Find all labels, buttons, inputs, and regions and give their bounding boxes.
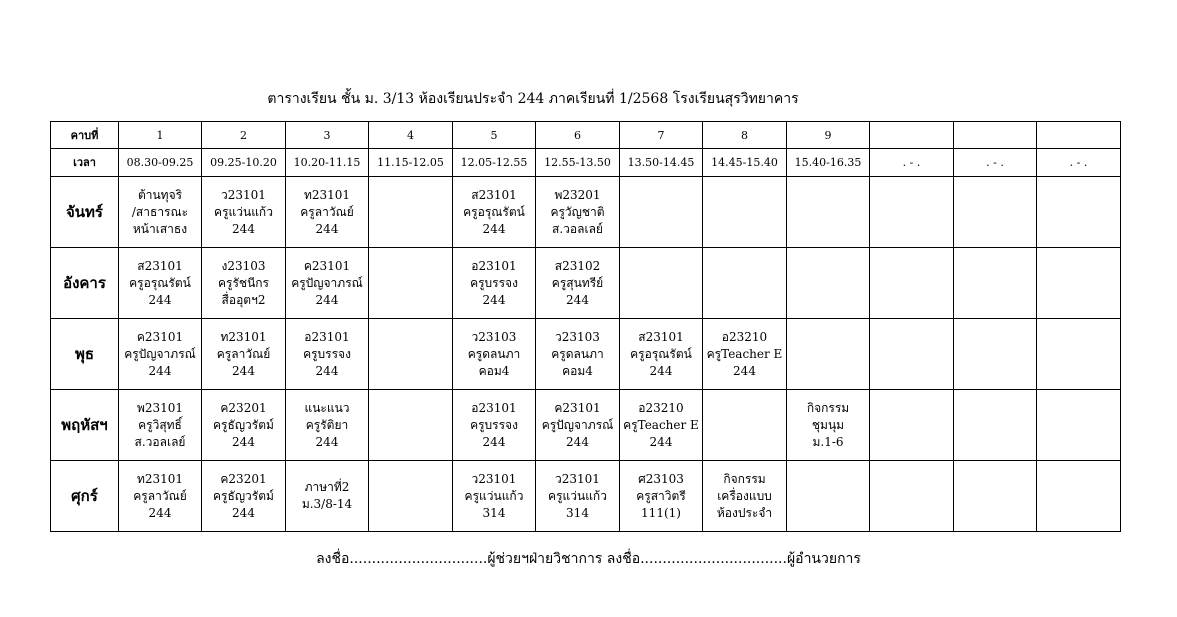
class-cell-line: ครูธัญวรัตม์ xyxy=(213,417,274,432)
class-cell xyxy=(787,390,870,461)
day-name: พฤหัสฯ xyxy=(51,390,119,461)
class-cell-line: ครูปัญจาภรณ์ xyxy=(291,275,363,290)
class-cell xyxy=(1037,390,1121,461)
period-header-row xyxy=(51,122,1121,149)
time-slot: 08.30-09.25 xyxy=(119,149,202,177)
class-cell-line: ครูปัญจาภรณ์ xyxy=(541,417,614,432)
time-slot: 09.25-10.20 xyxy=(202,149,286,177)
class-cell-line: 314 xyxy=(566,505,589,520)
class-cell xyxy=(703,461,787,532)
class-cell xyxy=(703,248,787,319)
class-cell-line: ว23101 xyxy=(471,471,517,486)
class-cell xyxy=(954,319,1037,390)
class-cell-line: ส.วอลเลย์ xyxy=(552,221,603,236)
class-cell-line: 244 xyxy=(315,221,339,236)
class-cell xyxy=(787,177,870,248)
day-row xyxy=(51,177,1121,248)
class-cell-line: ส23102 xyxy=(554,258,601,273)
class-cell xyxy=(453,177,536,248)
class-cell xyxy=(119,390,202,461)
class-cell-line: ส.วอลเลย์ xyxy=(134,434,186,449)
class-cell-line: 244 xyxy=(315,292,339,307)
class-cell xyxy=(119,319,202,390)
class-cell-line: 244 xyxy=(232,434,255,449)
class-cell xyxy=(870,461,954,532)
class-cell-line: ต้านทุจริ xyxy=(137,187,183,202)
class-cell-line: อ23210 xyxy=(638,400,684,415)
class-cell-line: ครูดลนภา xyxy=(467,346,521,361)
day-row xyxy=(51,390,1121,461)
class-cell xyxy=(119,177,202,248)
class-cell-line: ครูอรุณรัตน์ xyxy=(129,275,191,290)
time-row xyxy=(51,149,1121,177)
class-cell xyxy=(870,390,954,461)
class-cell-line: กิจกรรม xyxy=(723,471,766,486)
class-cell-line: ครูอรุณรัตน์ xyxy=(463,204,525,219)
class-cell xyxy=(536,248,620,319)
class-cell-line: 244 xyxy=(148,505,172,520)
time-slot: 12.05-12.55 xyxy=(453,149,536,177)
class-cell-line: 244 xyxy=(733,363,756,378)
class-cell-line: ครูบรรจง xyxy=(470,275,518,290)
class-cell xyxy=(703,177,787,248)
class-cell xyxy=(369,390,453,461)
class-cell xyxy=(954,248,1037,319)
day-name: ศุกร์ xyxy=(51,461,119,532)
day-row xyxy=(51,248,1121,319)
class-cell xyxy=(453,248,536,319)
class-cell xyxy=(119,248,202,319)
period-number xyxy=(870,122,954,149)
class-cell-line: ครูรัชนีกร xyxy=(218,275,269,290)
class-cell-line: ชุมนุม xyxy=(811,417,845,432)
class-cell xyxy=(1037,248,1121,319)
class-cell xyxy=(286,461,369,532)
class-cell-line: ครูสุนทรีย์ xyxy=(551,275,604,290)
class-cell xyxy=(536,461,620,532)
class-cell-line: 244 xyxy=(649,434,673,449)
time-slot: 15.40-16.35 xyxy=(787,149,870,177)
class-cell xyxy=(954,390,1037,461)
class-cell-line: ท23101 xyxy=(220,329,267,344)
class-cell xyxy=(620,461,703,532)
class-cell-line: ค23201 xyxy=(220,471,267,486)
class-cell-line: อ23101 xyxy=(471,400,517,415)
class-cell xyxy=(369,319,453,390)
day-name: จันทร์ xyxy=(51,177,119,248)
period-label: คาบที่ xyxy=(51,122,119,149)
class-cell xyxy=(620,390,703,461)
class-cell xyxy=(620,248,703,319)
class-cell-line: กิจกรรม xyxy=(806,400,850,415)
class-cell-line: ว23103 xyxy=(471,329,517,344)
class-cell-line: 244 xyxy=(315,363,339,378)
class-cell-line: 244 xyxy=(482,434,506,449)
time-slot: 13.50-14.45 xyxy=(620,149,703,177)
signature-line: ลงชื่อ...............................ผู้ช่วยฯฝ่ายวิชาการ ลงชื่อ.................................ผู้อำนวยการ xyxy=(316,551,861,567)
class-cell xyxy=(1037,319,1121,390)
class-cell xyxy=(202,390,286,461)
period-number: 3 xyxy=(286,122,369,149)
class-cell-line: พ23101 xyxy=(136,400,184,415)
period-number: 4 xyxy=(369,122,453,149)
class-cell-line: 244 xyxy=(232,505,255,520)
class-cell-line: 314 xyxy=(482,505,506,520)
period-number: 1 xyxy=(119,122,202,149)
class-cell-line: ครูลาวัณย์ xyxy=(300,204,354,219)
class-cell-line: ส23101 xyxy=(471,187,517,202)
class-cell xyxy=(119,461,202,532)
class-cell-line: ค23201 xyxy=(220,400,267,415)
class-cell xyxy=(870,248,954,319)
period-number: 9 xyxy=(787,122,870,149)
class-cell xyxy=(1037,177,1121,248)
class-cell-line: ค23101 xyxy=(303,258,351,273)
class-cell-line: อ23101 xyxy=(304,329,350,344)
class-cell-line: 244 xyxy=(232,363,255,378)
class-cell xyxy=(369,177,453,248)
class-cell-line: ส23101 xyxy=(137,258,183,273)
class-cell-line: ครูวิสุทธิ์ xyxy=(138,417,182,432)
class-cell xyxy=(536,319,620,390)
class-cell xyxy=(954,177,1037,248)
class-cell-line: 111(1) xyxy=(641,505,681,520)
class-cell xyxy=(453,390,536,461)
class-cell-line: /สาธารณะ xyxy=(131,204,189,219)
class-cell xyxy=(286,390,369,461)
class-cell xyxy=(620,319,703,390)
time-slot: 12.55-13.50 xyxy=(536,149,620,177)
class-cell-line: ครูลาวัณย์ xyxy=(133,488,187,503)
class-cell-line: ครูวัญชาติ xyxy=(550,204,605,219)
class-cell-line: ว23101 xyxy=(555,471,600,486)
class-cell-line: ครูTeacher E xyxy=(623,417,699,432)
class-cell-line: หน้าเสาธง xyxy=(132,221,188,236)
class-cell-line: 244 xyxy=(148,363,172,378)
class-cell-line: 244 xyxy=(482,221,506,236)
class-cell-line: ครูแว่นแก้ว xyxy=(548,488,607,503)
class-cell-line: 244 xyxy=(232,221,255,236)
class-cell-line: สื่ออุตฯ2 xyxy=(221,292,266,307)
class-cell-line: ครูบรรจง xyxy=(303,346,351,361)
period-number: 5 xyxy=(453,122,536,149)
class-cell xyxy=(787,248,870,319)
period-number xyxy=(1037,122,1121,149)
day-name: อังคาร xyxy=(51,248,119,319)
class-cell-line: 244 xyxy=(566,434,589,449)
timetable xyxy=(50,121,1121,532)
class-cell-line: ค23101 xyxy=(136,329,184,344)
class-cell-line: ม.3/8-14 xyxy=(301,497,353,511)
class-cell-line: ศ23103 xyxy=(638,471,684,486)
class-cell xyxy=(870,177,954,248)
class-cell xyxy=(202,461,286,532)
class-cell-line: อ23210 xyxy=(721,329,768,344)
class-cell xyxy=(954,461,1037,532)
class-cell-line: คอม4 xyxy=(562,363,593,378)
class-cell-line: ครูธัญวรัตม์ xyxy=(213,488,274,503)
time-slot: 10.20-11.15 xyxy=(286,149,369,177)
class-cell xyxy=(453,319,536,390)
class-cell-line: ว23103 xyxy=(555,329,600,344)
class-cell-line: ท23101 xyxy=(303,187,351,202)
class-cell-line: ครูลาวัณย์ xyxy=(216,346,271,361)
class-cell-line: ท23101 xyxy=(136,471,184,486)
class-cell-line: ครูบรรจง xyxy=(470,417,518,432)
class-cell xyxy=(536,177,620,248)
day-row xyxy=(51,461,1121,532)
class-cell-line: ภาษาที่2 xyxy=(304,480,350,494)
class-cell xyxy=(536,390,620,461)
class-cell-line: เครื่องแบบ xyxy=(717,488,772,503)
class-cell-line: ส23101 xyxy=(638,329,684,344)
class-cell-line: ม.1-6 xyxy=(812,434,844,449)
page-title: ตารางเรียน ชั้น ม. 3/13 ห้องเรียนประจำ 244 ภาคเรียนที่ 1/2568 โรงเรียนสุรวิทยาคาร xyxy=(267,91,799,107)
class-cell-line: ครูดลนภา xyxy=(551,346,604,361)
class-cell-line: 244 xyxy=(566,292,589,307)
class-cell-line: แนะแนว xyxy=(304,400,350,415)
class-cell-line: ครูTeacher E xyxy=(706,346,783,361)
class-cell-line: ครูอรุณรัตน์ xyxy=(630,346,692,361)
class-cell-line: ค23101 xyxy=(554,400,601,415)
day-row xyxy=(51,319,1121,390)
class-cell-line: 244 xyxy=(482,292,506,307)
class-cell xyxy=(703,319,787,390)
class-cell xyxy=(787,461,870,532)
class-cell-line: คอม4 xyxy=(478,363,510,378)
period-number xyxy=(954,122,1037,149)
time-slot: 11.15-12.05 xyxy=(369,149,453,177)
class-cell xyxy=(453,461,536,532)
time-slot: . - . xyxy=(1037,149,1121,177)
class-cell xyxy=(369,248,453,319)
time-slot: . - . xyxy=(870,149,954,177)
class-cell xyxy=(870,319,954,390)
class-cell-line: ครูปัญจาภรณ์ xyxy=(124,346,196,361)
period-number: 8 xyxy=(703,122,787,149)
class-cell-line: ครูสาวิตรี xyxy=(636,488,686,503)
class-cell-line: ว23101 xyxy=(221,187,266,202)
class-cell xyxy=(202,177,286,248)
day-name: พุธ xyxy=(51,319,119,390)
class-cell-line: 244 xyxy=(315,434,339,449)
class-cell xyxy=(286,248,369,319)
class-cell-line: ครูแว่นแก้ว xyxy=(214,204,273,219)
class-cell-line: 244 xyxy=(148,292,172,307)
period-number: 7 xyxy=(620,122,703,149)
period-number: 2 xyxy=(202,122,286,149)
period-number: 6 xyxy=(536,122,620,149)
class-cell-line: 244 xyxy=(649,363,673,378)
class-cell xyxy=(1037,461,1121,532)
time-slot: . - . xyxy=(954,149,1037,177)
class-cell xyxy=(286,177,369,248)
class-cell-line: ง23103 xyxy=(221,258,266,273)
class-cell xyxy=(620,177,703,248)
class-cell xyxy=(202,248,286,319)
time-slot: 14.45-15.40 xyxy=(703,149,787,177)
class-cell-line: ครูรัติยา xyxy=(305,417,349,432)
class-cell xyxy=(703,390,787,461)
class-cell-line: พ23201 xyxy=(554,187,601,202)
class-cell xyxy=(286,319,369,390)
class-cell-line: ครูแว่นแก้ว xyxy=(464,488,524,503)
time-label: เวลา xyxy=(51,149,119,177)
class-cell-line: ห้องประจำ xyxy=(716,505,773,520)
class-cell-line: อ23101 xyxy=(471,258,517,273)
class-cell xyxy=(369,461,453,532)
class-cell xyxy=(787,319,870,390)
class-cell xyxy=(202,319,286,390)
